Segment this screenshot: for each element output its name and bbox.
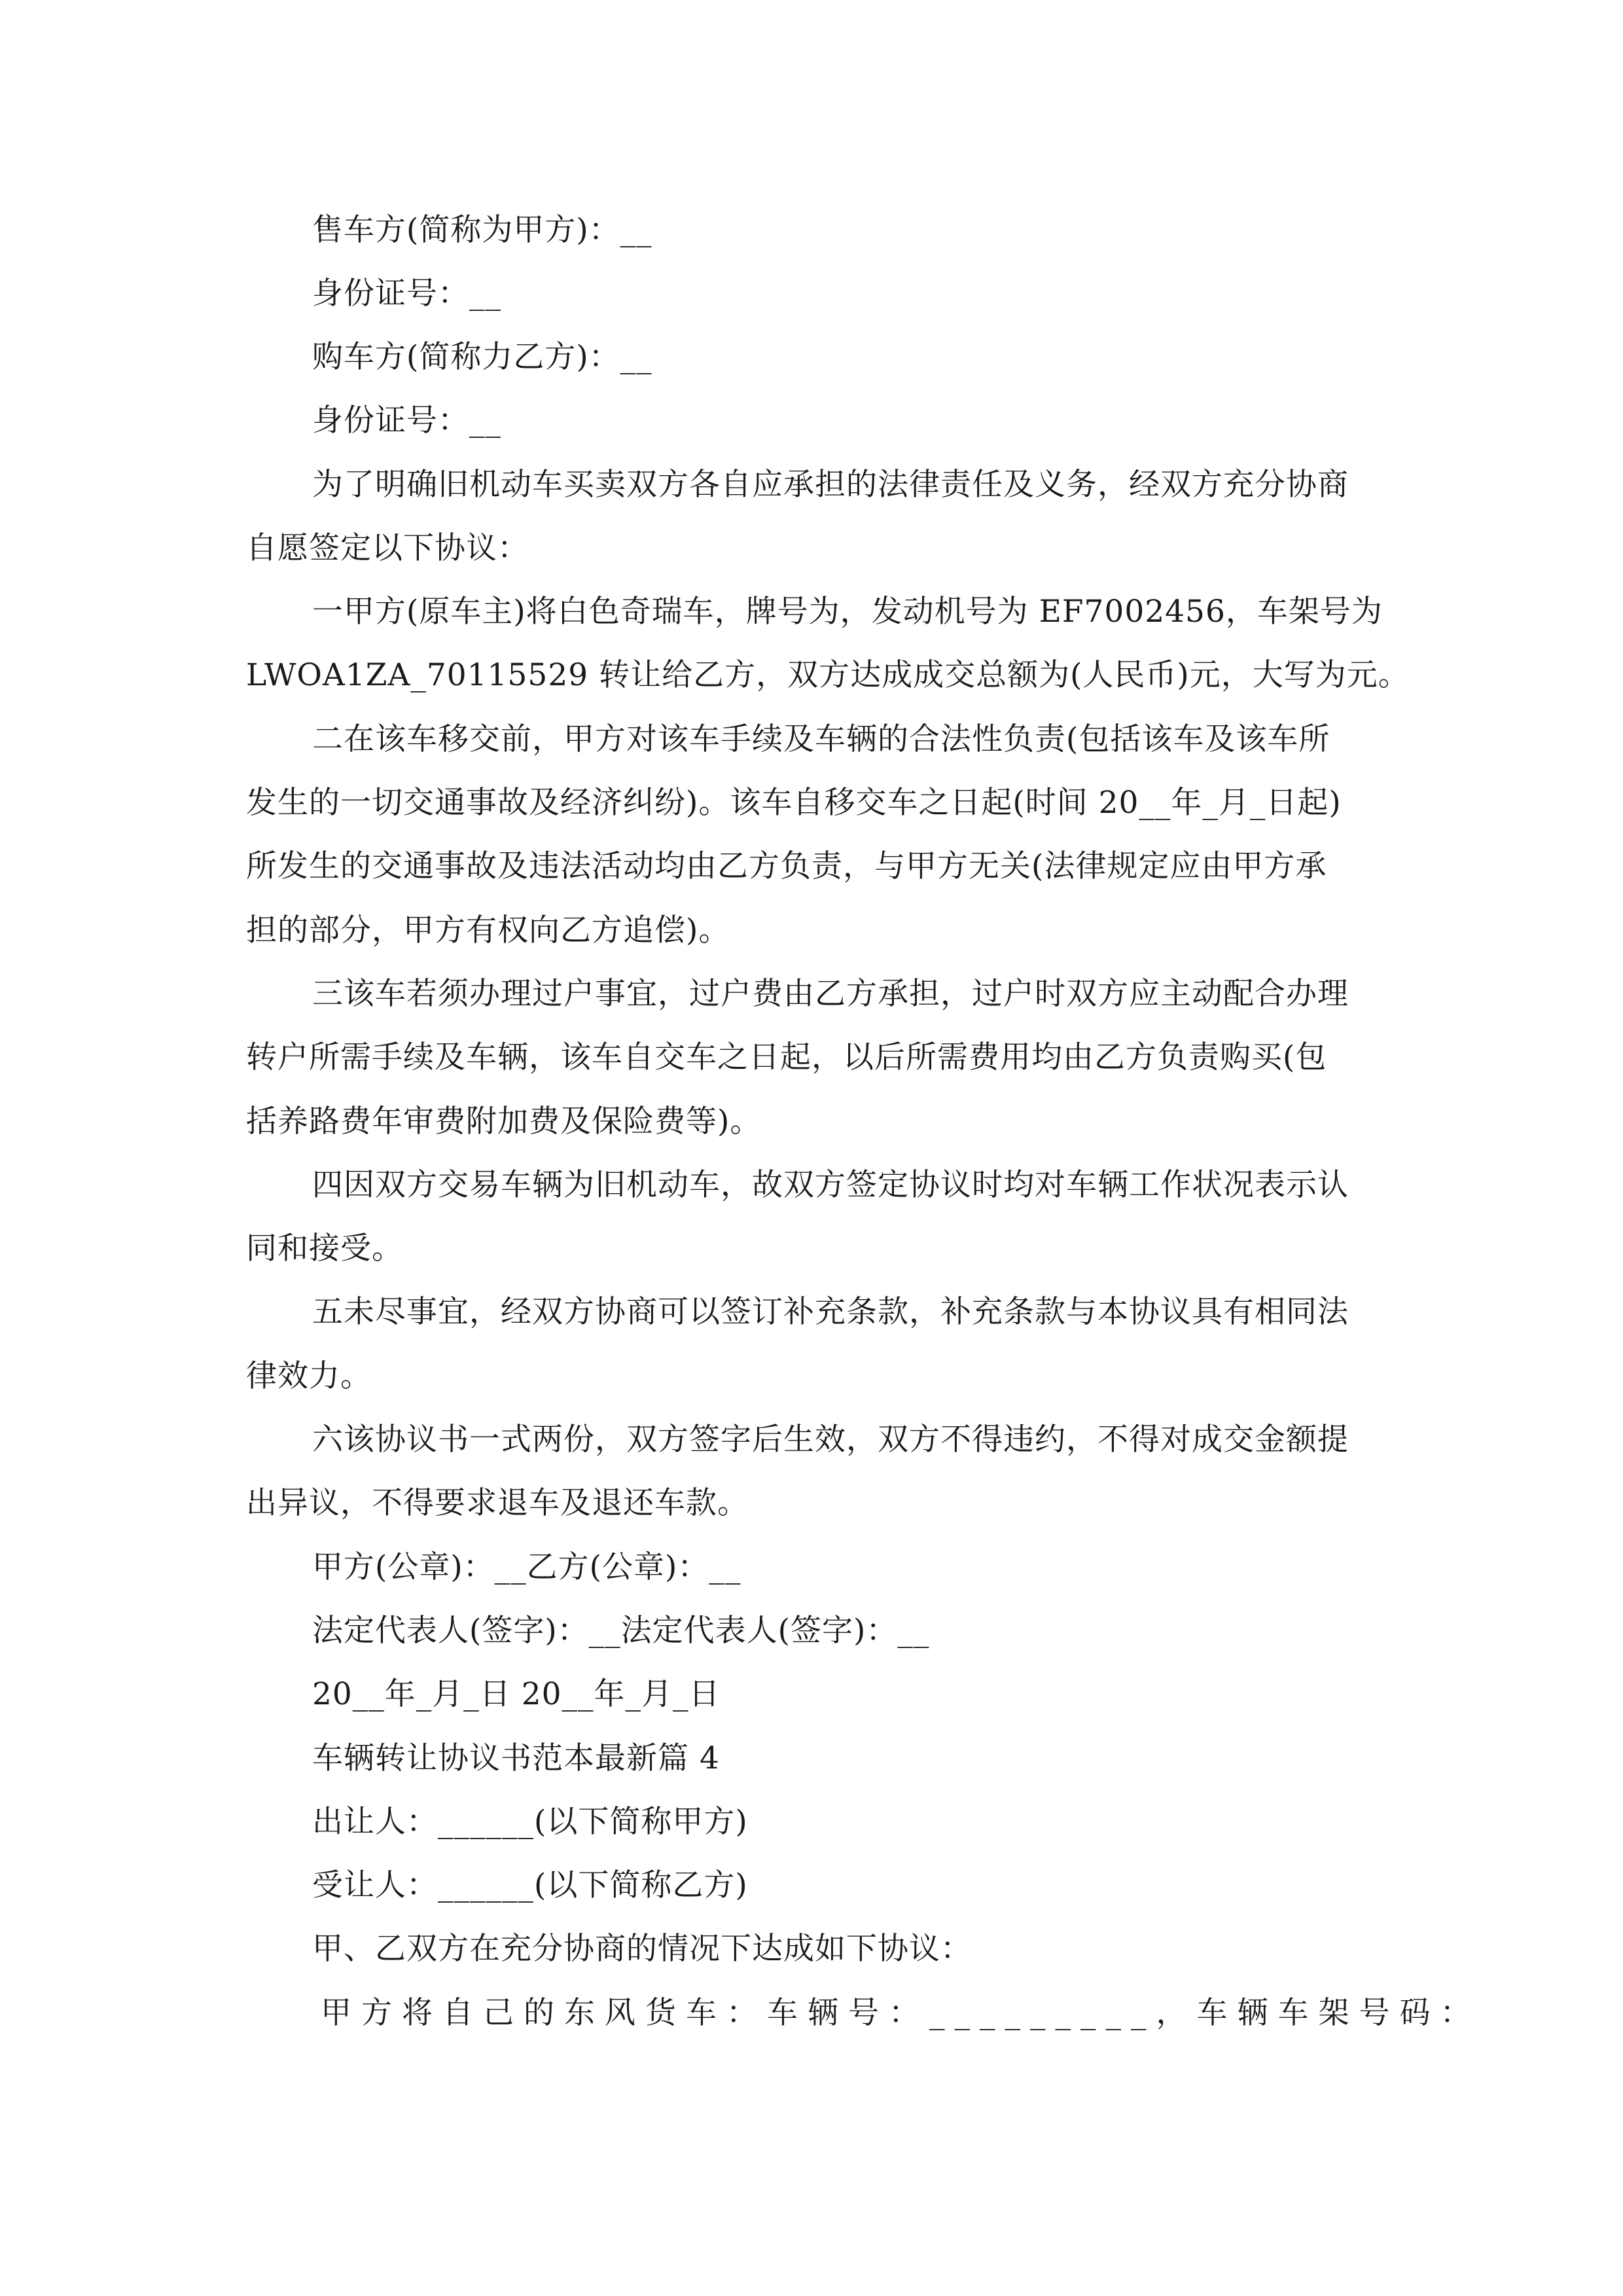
clause-2-line-1: 二在该车移交前，甲方对该车手续及车辆的合法性负责(包括该车及该车所 bbox=[312, 721, 1330, 757]
seller-line: 售车方(简称为甲方)：__ bbox=[312, 212, 652, 248]
intro-paragraph-line-1: 为了明确旧机动车买卖双方各自应承担的法律责任及义务，经双方充分协商 bbox=[312, 467, 1349, 503]
legal-rep-signature-line: 法定代表人(签字)：__法定代表人(签字)：__ bbox=[312, 1613, 930, 1649]
transferor-line: 出让人：______(以下简称甲方) bbox=[312, 1804, 748, 1840]
buyer-id-line: 身份证号：__ bbox=[312, 403, 501, 439]
intro-paragraph-line-2: 自愿签定以下协议： bbox=[246, 530, 529, 566]
clause-3-line-2: 转户所需手续及车辆，该车自交车之日起，以后所需费用均由乙方负责购买(包 bbox=[246, 1039, 1327, 1075]
clause-6-line-2: 出异议，不得要求退车及退还车款。 bbox=[246, 1485, 749, 1521]
clause-5-line-2: 律效力。 bbox=[246, 1358, 372, 1394]
clause-6-line-1: 六该协议书一式两份，双方签字后生效，双方不得违约，不得对成交金额提 bbox=[312, 1422, 1349, 1458]
clause-4-line-1: 四因双方交易车辆为旧机动车，故双方签定协议时均对车辆工作状况表示认 bbox=[312, 1167, 1349, 1203]
clause-5-line-1: 五未尽事宜，经双方协商可以签订补充条款，补充条款与本协议具有相同法 bbox=[312, 1294, 1349, 1330]
vehicle-description-line: 甲方将自己的东风货车：车辆号：_________，车辆车架号码： bbox=[321, 1995, 1481, 2031]
buyer-line: 购车方(简称力乙方)：__ bbox=[312, 339, 652, 375]
agreement-intro-line: 甲、乙双方在充分协商的情况下达成如下协议： bbox=[312, 1931, 972, 1967]
clause-1-line-2: LWOA1ZA_70115529 转让给乙方，双方达成成交总额为(人民币)元，大写为元。 bbox=[246, 657, 1410, 693]
date-line: 20__年_月_日 20__年_月_日 bbox=[312, 1676, 721, 1712]
clause-1-line-1: 一甲方(原车主)将白色奇瑞车，牌号为，发动机号为 EF7002456，车架号为 bbox=[312, 594, 1383, 630]
clause-4-line-2: 同和接受。 bbox=[246, 1230, 403, 1266]
clause-3-line-1: 三该车若须办理过户事宜，过户费由乙方承担，过户时双方应主动配合办理 bbox=[312, 976, 1349, 1012]
clause-2-line-4: 担的部分，甲方有权向乙方追偿)。 bbox=[246, 912, 730, 948]
clause-3-line-3: 括养路费年审费附加费及保险费等)。 bbox=[246, 1103, 762, 1139]
clause-2-line-2: 发生的一切交通事故及经济纠纷)。该车自移交车之日起(时间 20__年_月_日起) bbox=[246, 785, 1342, 821]
section-title: 车辆转让协议书范本最新篇 4 bbox=[312, 1740, 720, 1776]
seller-id-line: 身份证号：__ bbox=[312, 276, 501, 312]
transferee-line: 受让人：______(以下简称乙方) bbox=[312, 1867, 748, 1903]
party-seal-line: 甲方(公章)：__乙方(公章)：__ bbox=[312, 1549, 741, 1585]
clause-2-line-3: 所发生的交通事故及违法活动均由乙方负责，与甲方无关(法律规定应由甲方承 bbox=[246, 848, 1327, 884]
